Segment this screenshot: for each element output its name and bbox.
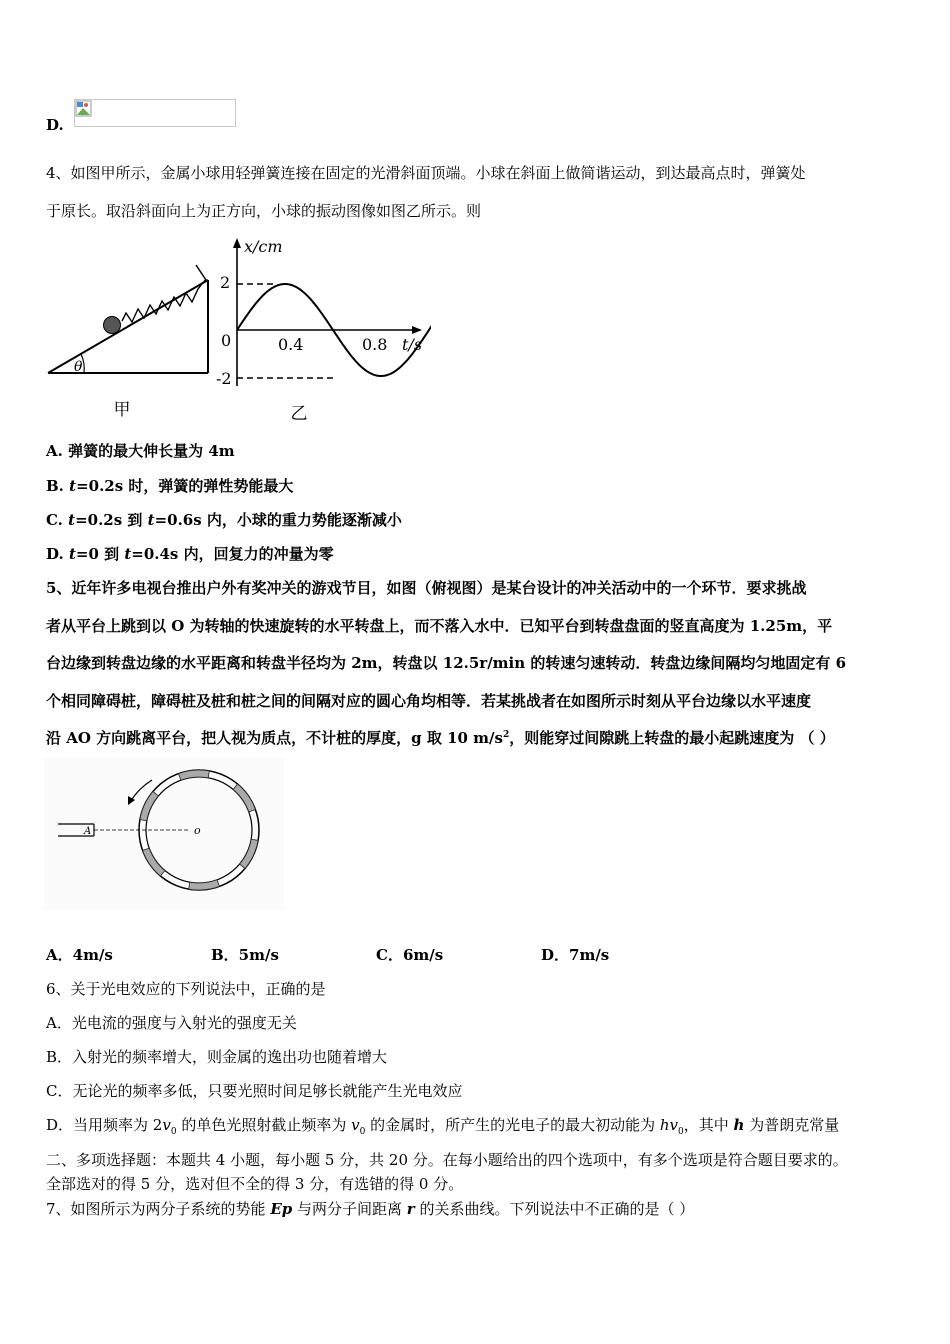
- q7-stem: 7、如图所示为两分子系统的势能 Ep 与两分子间距离 r 的关系曲线。下列说法中不正确的是（ ）: [46, 1200, 695, 1218]
- q4-option-c[interactable]: C. t=0.2s 到 t=0.6s 内，小球的重力势能逐渐减小: [46, 511, 402, 529]
- q5-option-b[interactable]: B．5m/s: [211, 946, 279, 964]
- broken-image-placeholder: [74, 99, 236, 127]
- fig-label-a: A: [84, 826, 92, 837]
- q5-line1: 5、近年许多电视台推出户外有奖冲关的游戏节目，如图（俯视图）是某台设计的冲关活动中的一个环节．要求挑战: [46, 579, 807, 597]
- q4-option-d[interactable]: D. t=0 到 t=0.4s 内，回复力的冲量为零: [46, 545, 334, 563]
- q5-option-d[interactable]: D．7m/s: [541, 946, 610, 964]
- tick-y-pos: 2: [220, 273, 231, 292]
- metal-ball: [104, 317, 121, 334]
- broken-image-icon: [75, 100, 93, 118]
- q6-option-b[interactable]: B．入射光的频率增大，则金属的逸出功也随着增大: [46, 1048, 388, 1066]
- tick-origin: 0: [221, 331, 232, 350]
- turntable-figure: [44, 758, 284, 910]
- angle-label: θ: [74, 359, 83, 375]
- y-axis-label: x/cm: [244, 237, 283, 256]
- q5-line2: 者从平台上跳到以 O 为转轴的快速旋转的水平转盘上，而不落入水中．已知平台到转盘盘面的竖直高度为 1.25m，平: [46, 617, 833, 635]
- q5-line5: 沿 AO 方向跳离平台，把人视为质点，不计桩的厚度，g 取 10 $m/s^2$，则能穿过间隙跳上转盘的最小起跳速度为 （ ）: [46, 729, 835, 747]
- section2-line1: 二、多项选择题：本题共 4 小题，每小题 5 分，共 20 分。在每小题给出的四个选项中，有多个选项是符合题目要求的。: [46, 1151, 848, 1169]
- q6-option-a[interactable]: A．光电流的强度与入射光的强度无关: [46, 1014, 297, 1032]
- tick-y-neg: -2: [216, 369, 232, 388]
- tick-x2: 0.8: [362, 335, 388, 354]
- q4-option-a[interactable]: A. 弹簧的最大伸长量为 4m: [46, 442, 235, 460]
- q5-line4: 个相同障碍桩，障碍桩及桩和桩之间的间隔对应的圆心角均相等．若某挑战者在如图所示时刻从平台边缘以水平速度: [46, 692, 812, 710]
- q3-option-d-label: D.: [46, 116, 64, 134]
- tick-x1: 0.4: [278, 335, 304, 354]
- incline-figure: [44, 255, 219, 425]
- q4-stem-line1: 4、如图甲所示，金属小球用轻弹簧连接在固定的光滑斜面顶端。小球在斜面上做简谐运动，到达最高点时，弹簧处: [46, 164, 806, 182]
- vibration-graph: [216, 236, 431, 426]
- section2-line2: 全部选对的得 5 分，选对但不全的得 3 分，有选错的得 0 分。: [46, 1175, 464, 1193]
- q6-option-d[interactable]: D．当用频率为 $2v_0$ 的单色光照射截止频率为 $v_0$ 的金属时，所产生的光电子的最大初动能为 $hv_0$，其中 h 为普朗克常量: [46, 1116, 840, 1137]
- x-axis-label: t/s: [402, 335, 423, 354]
- q6-stem: 6、关于光电效应的下列说法中，正确的是: [46, 980, 326, 998]
- q6-option-c[interactable]: C．无论光的频率多低，只要光照时间足够长就能产生光电效应: [46, 1082, 463, 1100]
- q4-stem-line2: 于原长。取沿斜面向上为正方向，小球的振动图像如图乙所示。则: [46, 202, 482, 220]
- q5-option-a[interactable]: A．4m/s: [46, 946, 113, 964]
- q4-option-b[interactable]: B. t=0.2s 时，弹簧的弹性势能最大: [46, 477, 294, 495]
- fig-left-caption: 甲: [113, 400, 131, 420]
- fig-label-o: o: [194, 824, 201, 837]
- q5-option-c[interactable]: C．6m/s: [376, 946, 444, 964]
- fig-right-caption: 乙: [290, 404, 308, 424]
- q5-line3: 台边缘到转盘边缘的水平距离和转盘半径均为 2m，转盘以 12.5r/min 的转速匀速转动．转盘边缘间隔均匀地固定有 6: [46, 654, 847, 672]
